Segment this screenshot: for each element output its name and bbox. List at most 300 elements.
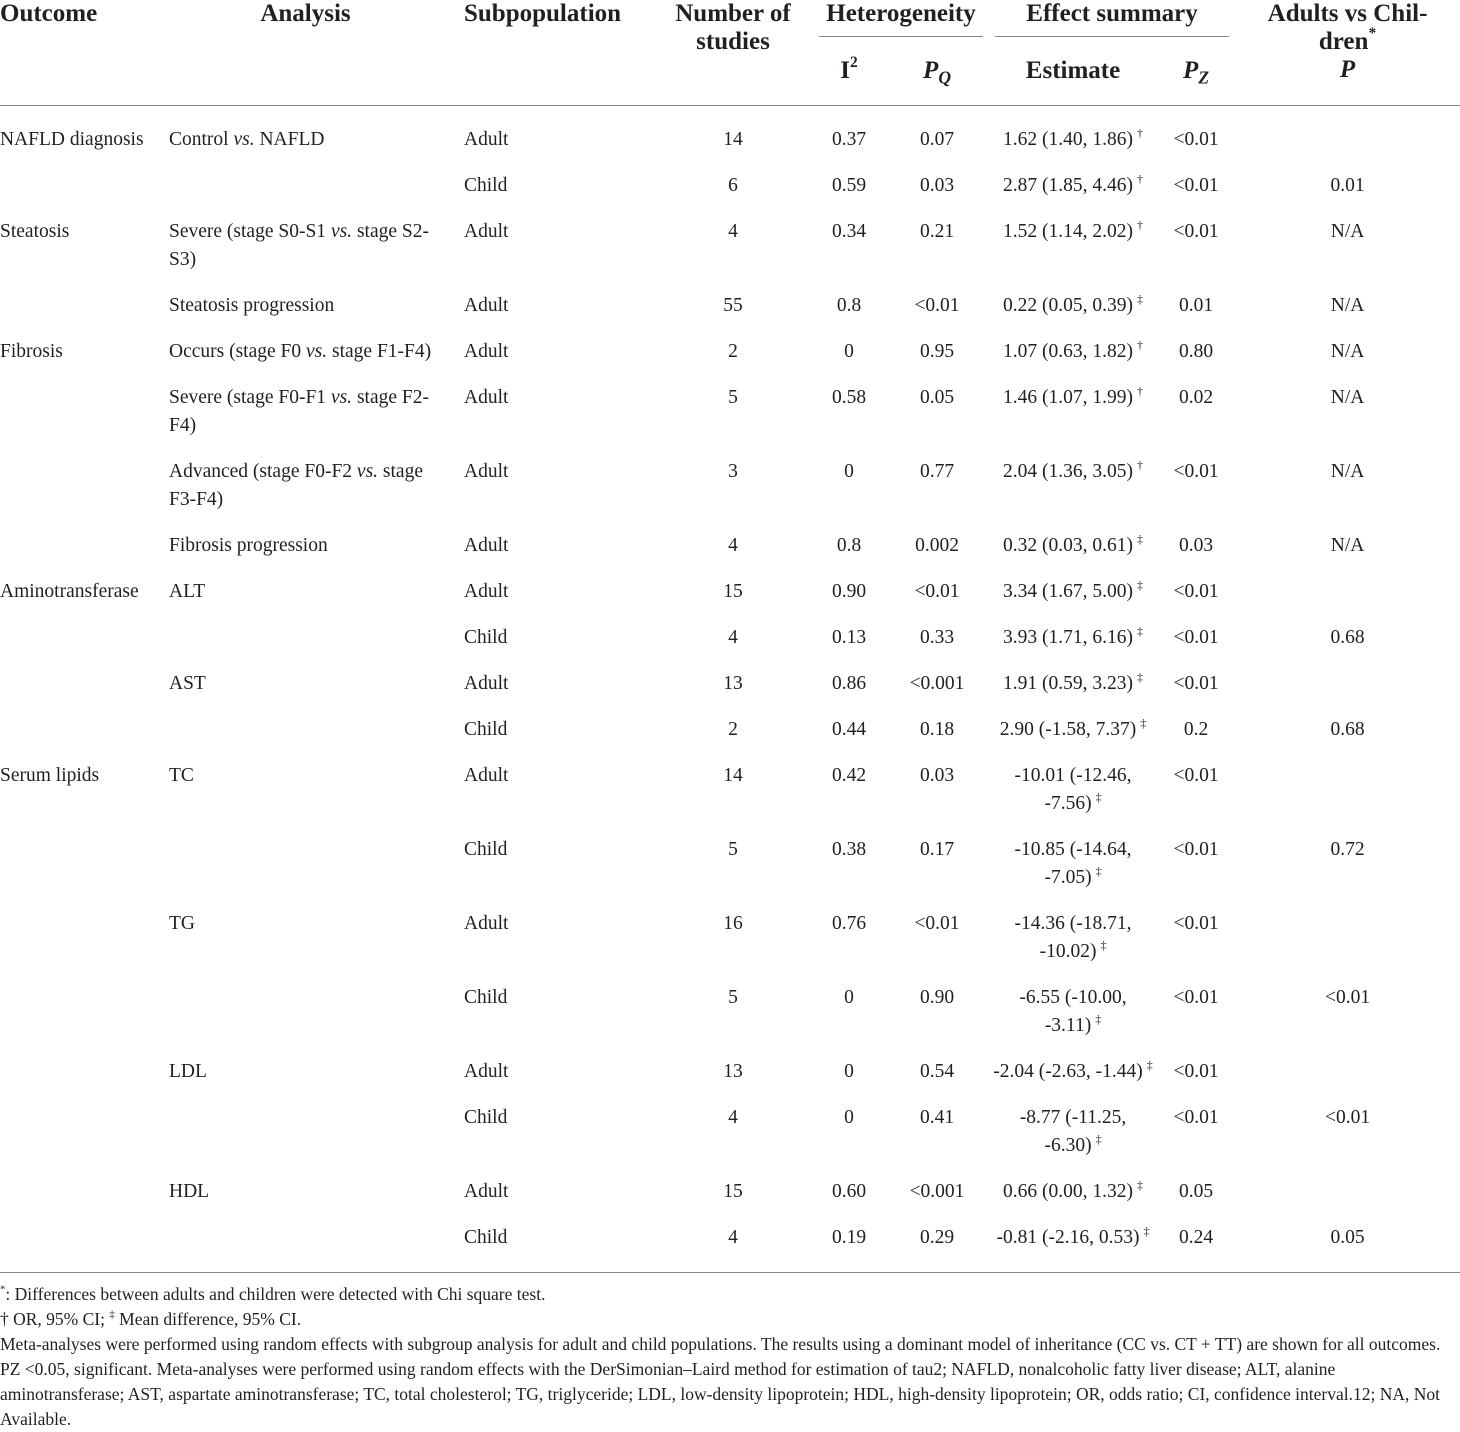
number-of-studies-text: 4 xyxy=(728,627,738,648)
cell-pz xyxy=(1157,698,1235,744)
cell-estimate xyxy=(989,366,1157,440)
cell-estimate xyxy=(989,698,1157,744)
header-pq-sub: Q xyxy=(938,67,951,88)
analysis-text: ALT xyxy=(169,581,206,602)
cell-number-of-studies xyxy=(653,560,813,606)
cell-adults-vs-children-p xyxy=(1235,966,1460,1040)
pq-text: 0.90 xyxy=(919,987,955,1008)
estimate-text: 1.46 (1.07, 1.99) xyxy=(1003,387,1134,408)
analysis-text: Control xyxy=(169,129,234,150)
pq-text: 0.54 xyxy=(919,1061,955,1082)
cell-outcome xyxy=(0,560,163,606)
analysis-text: Severe (stage S0-S1 xyxy=(169,221,331,242)
estimate-mark: ‡ xyxy=(1100,937,1107,952)
estimate-text: 0.66 (0.00, 1.32) xyxy=(1003,1181,1134,1202)
cell-subpopulation xyxy=(448,652,653,698)
cell-analysis xyxy=(163,1160,448,1206)
cell-subpopulation xyxy=(448,698,653,744)
header-pz-base: P xyxy=(1183,57,1199,84)
analysis-text: Occurs (stage F0 xyxy=(169,341,307,362)
cell-subpopulation xyxy=(448,514,653,560)
adults-vs-children-p-text: 0.68 xyxy=(1330,719,1365,740)
header-i2-base: I xyxy=(840,57,850,84)
adults-vs-children-p-text: N/A xyxy=(1330,295,1365,316)
cell-pz xyxy=(1157,560,1235,606)
cell-number-of-studies xyxy=(653,606,813,652)
estimate-mark: † xyxy=(1137,125,1144,140)
cell-estimate xyxy=(989,652,1157,698)
cell-pq xyxy=(885,1206,989,1252)
estimate-mark: ‡ xyxy=(1095,1011,1102,1026)
cell-pq xyxy=(885,366,989,440)
cell-adults-vs-children-p xyxy=(1235,366,1460,440)
cell-number-of-studies xyxy=(653,1206,813,1252)
cell-outcome xyxy=(0,440,163,514)
cell-i2 xyxy=(813,1160,885,1206)
pz-text: <0.01 xyxy=(1173,913,1219,934)
number-of-studies-text: 6 xyxy=(728,175,738,196)
i2-text: 0 xyxy=(844,461,854,482)
number-of-studies-text: 5 xyxy=(728,387,738,408)
cell-analysis xyxy=(163,892,448,966)
i2-text: 0.38 xyxy=(831,839,867,860)
cell-pq xyxy=(885,818,989,892)
cell-outcome xyxy=(0,1086,163,1160)
i2-text: 0 xyxy=(844,987,854,1008)
cell-adults-vs-children-p xyxy=(1235,698,1460,744)
pz-text: <0.01 xyxy=(1173,627,1219,648)
cell-pz xyxy=(1157,154,1235,200)
cell-number-of-studies xyxy=(653,1040,813,1086)
cell-pz xyxy=(1157,440,1235,514)
cell-pq xyxy=(885,154,989,200)
cell-i2 xyxy=(813,366,885,440)
cell-pq xyxy=(885,320,989,366)
header-adults-vs-children-line1: Adults vs Chil- xyxy=(1267,0,1428,27)
header-i2-sup: 2 xyxy=(849,54,858,72)
cell-outcome xyxy=(0,1160,163,1206)
adults-vs-children-p-text: N/A xyxy=(1330,387,1365,408)
subpopulation-text: Adult xyxy=(464,1181,509,1202)
cell-estimate xyxy=(989,560,1157,606)
pq-text: 0.41 xyxy=(919,1107,955,1128)
number-of-studies-text: 3 xyxy=(728,461,738,482)
i2-text: 0.34 xyxy=(831,221,867,242)
i2-text: 0.8 xyxy=(836,535,862,556)
table-row xyxy=(0,274,1460,320)
header-subpopulation-text: Subpopulation xyxy=(464,0,622,27)
estimate-mark: ‡ xyxy=(1137,531,1144,546)
pq-text: 0.29 xyxy=(919,1227,955,1248)
cell-subpopulation xyxy=(448,106,653,155)
pq-text: <0.01 xyxy=(914,913,960,934)
header-number-of-studies-line2: studies xyxy=(696,28,770,55)
adults-vs-children-p-text: <0.01 xyxy=(1324,987,1371,1008)
cell-adults-vs-children-p xyxy=(1235,560,1460,606)
pq-text: 0.33 xyxy=(919,627,955,648)
cell-subpopulation xyxy=(448,1160,653,1206)
number-of-studies-text: 55 xyxy=(723,295,743,316)
pq-text: <0.001 xyxy=(909,673,965,694)
header-estimate-text: Estimate xyxy=(1025,57,1121,84)
estimate-mark: ‡ xyxy=(1137,1177,1144,1192)
footnote-star-text: : Differences between adults and children were detected with Chi square test. xyxy=(5,1284,546,1304)
cell-adults-vs-children-p xyxy=(1235,818,1460,892)
cell-estimate xyxy=(989,744,1157,818)
table-row xyxy=(0,560,1460,606)
cell-pz xyxy=(1157,200,1235,274)
adults-vs-children-p-text: 0.68 xyxy=(1330,627,1365,648)
cell-analysis xyxy=(163,1040,448,1086)
analysis-text-tail: stage F1-F4) xyxy=(327,341,432,362)
cell-outcome xyxy=(0,818,163,892)
estimate-text: 2.90 (-1.58, 7.37) xyxy=(999,719,1137,740)
cell-pz xyxy=(1157,274,1235,320)
cell-number-of-studies xyxy=(653,966,813,1040)
cell-estimate xyxy=(989,818,1157,892)
cell-subpopulation xyxy=(448,1086,653,1160)
cell-pq xyxy=(885,200,989,274)
subpopulation-text: Adult xyxy=(464,387,509,408)
subpopulation-text: Child xyxy=(464,1227,508,1248)
analysis-text: Severe (stage F0-F1 xyxy=(169,387,331,408)
table-row xyxy=(0,320,1460,366)
cell-outcome xyxy=(0,652,163,698)
cell-adults-vs-children-p xyxy=(1235,1040,1460,1086)
i2-text: 0 xyxy=(844,1061,854,1082)
i2-text: 0.44 xyxy=(831,719,867,740)
estimate-text: 0.22 (0.05, 0.39) xyxy=(1003,295,1134,316)
cell-analysis xyxy=(163,514,448,560)
subpopulation-text: Child xyxy=(464,175,508,196)
analysis-text: TG xyxy=(169,913,195,934)
pz-text: <0.01 xyxy=(1173,673,1219,694)
subpopulation-text: Child xyxy=(464,719,508,740)
estimate-text: -14.36 (-18.71, -10.02) xyxy=(1014,913,1132,962)
subpopulation-text: Adult xyxy=(464,295,509,316)
table-row xyxy=(0,440,1460,514)
cell-pq xyxy=(885,606,989,652)
cell-outcome xyxy=(0,1206,163,1252)
cell-estimate xyxy=(989,892,1157,966)
cell-outcome xyxy=(0,698,163,744)
number-of-studies-text: 13 xyxy=(723,673,743,694)
cell-pq xyxy=(885,966,989,1040)
subpopulation-text: Child xyxy=(464,1107,508,1128)
cell-pz xyxy=(1157,1160,1235,1206)
subpopulation-text: Child xyxy=(464,987,508,1008)
pq-text: <0.001 xyxy=(909,1181,965,1202)
header-estimate xyxy=(989,47,1157,105)
header-pz-sub: Z xyxy=(1198,67,1210,88)
cell-subpopulation xyxy=(448,966,653,1040)
adults-vs-children-p-text: N/A xyxy=(1330,461,1365,482)
cell-analysis xyxy=(163,1086,448,1160)
footnote-ddagger-text: Mean difference, 95% CI. xyxy=(114,1309,302,1329)
estimate-text: 3.93 (1.71, 6.16) xyxy=(1003,627,1134,648)
pz-text: <0.01 xyxy=(1173,221,1219,242)
pz-text: <0.01 xyxy=(1173,175,1219,196)
header-heterogeneity-text: Heterogeneity xyxy=(826,0,976,27)
table-row xyxy=(0,606,1460,652)
i2-text: 0.58 xyxy=(831,387,867,408)
cell-outcome xyxy=(0,366,163,440)
cell-number-of-studies xyxy=(653,320,813,366)
table-header xyxy=(0,0,1460,106)
cell-i2 xyxy=(813,1040,885,1086)
cell-pz xyxy=(1157,818,1235,892)
header-adults-vs-children-mark: * xyxy=(1368,25,1377,43)
pz-text: <0.01 xyxy=(1173,987,1219,1008)
cell-pq xyxy=(885,274,989,320)
cell-subpopulation xyxy=(448,560,653,606)
heterogeneity-rule xyxy=(819,36,983,37)
pz-text: 0.2 xyxy=(1183,719,1209,740)
cell-subpopulation xyxy=(448,744,653,818)
analysis-vs-text: vs. xyxy=(233,129,255,150)
subpopulation-text: Child xyxy=(464,839,508,860)
table-row xyxy=(0,818,1460,892)
cell-adults-vs-children-p xyxy=(1235,652,1460,698)
cell-outcome xyxy=(0,744,163,818)
cell-estimate xyxy=(989,440,1157,514)
adults-vs-children-p-text: N/A xyxy=(1330,221,1365,242)
cell-analysis xyxy=(163,274,448,320)
estimate-text: 3.34 (1.67, 5.00) xyxy=(1003,581,1134,602)
pz-text: 0.05 xyxy=(1178,1181,1214,1202)
analysis-text: TC xyxy=(169,765,194,786)
estimate-mark: † xyxy=(1137,171,1144,186)
header-effect-summary xyxy=(989,0,1235,47)
cell-i2 xyxy=(813,106,885,155)
header-outcome xyxy=(0,0,163,105)
cell-pq xyxy=(885,514,989,560)
cell-outcome xyxy=(0,274,163,320)
cell-analysis xyxy=(163,200,448,274)
cell-pz xyxy=(1157,892,1235,966)
table-footnotes xyxy=(0,1282,1460,1432)
cell-pz xyxy=(1157,366,1235,440)
cell-adults-vs-children-p xyxy=(1235,606,1460,652)
table-row xyxy=(0,200,1460,274)
pq-text: 0.18 xyxy=(919,719,955,740)
pz-text: <0.01 xyxy=(1173,129,1219,150)
cell-number-of-studies xyxy=(653,698,813,744)
cell-number-of-studies xyxy=(653,106,813,155)
estimate-text: -8.77 (-11.25, -6.30) xyxy=(1019,1107,1127,1156)
header-outcome-text: Outcome xyxy=(0,0,98,27)
cell-i2 xyxy=(813,154,885,200)
subpopulation-text: Adult xyxy=(464,461,509,482)
cell-pq xyxy=(885,106,989,155)
table-row xyxy=(0,1206,1460,1252)
cell-adults-vs-children-p xyxy=(1235,1086,1460,1160)
estimate-mark: ‡ xyxy=(1137,669,1144,684)
number-of-studies-text: 13 xyxy=(723,1061,743,1082)
cell-pz xyxy=(1157,1086,1235,1160)
table-row xyxy=(0,1086,1460,1160)
cell-subpopulation xyxy=(448,200,653,274)
estimate-text: -6.55 (-10.00, -3.11) xyxy=(1019,987,1127,1036)
adults-vs-children-p-text: 0.05 xyxy=(1330,1227,1365,1248)
cell-adults-vs-children-p xyxy=(1235,274,1460,320)
cell-adults-vs-children-p xyxy=(1235,1206,1460,1252)
cell-estimate xyxy=(989,1206,1157,1252)
estimate-text: -0.81 (-2.16, 0.53) xyxy=(996,1227,1140,1248)
number-of-studies-text: 5 xyxy=(728,839,738,860)
pz-text: <0.01 xyxy=(1173,839,1219,860)
pz-text: <0.01 xyxy=(1173,1107,1219,1128)
pq-text: 0.95 xyxy=(919,341,955,362)
cell-number-of-studies xyxy=(653,652,813,698)
header-pz xyxy=(1157,47,1235,105)
cell-subpopulation xyxy=(448,154,653,200)
cell-outcome xyxy=(0,514,163,560)
cell-number-of-studies xyxy=(653,366,813,440)
cell-analysis xyxy=(163,106,448,155)
number-of-studies-text: 4 xyxy=(728,1107,738,1128)
cell-estimate xyxy=(989,514,1157,560)
footnote-marks xyxy=(0,1307,1460,1332)
cell-subpopulation xyxy=(448,440,653,514)
header-i2 xyxy=(813,47,885,105)
number-of-studies-text: 15 xyxy=(723,1181,743,1202)
analysis-text-tail: stage S2-S3) xyxy=(169,221,429,270)
i2-text: 0.8 xyxy=(836,295,862,316)
number-of-studies-text: 15 xyxy=(723,581,743,602)
cell-analysis xyxy=(163,966,448,1040)
pz-text: <0.01 xyxy=(1173,461,1219,482)
header-effect-summary-text: Effect summary xyxy=(1026,0,1198,27)
header-heterogeneity xyxy=(813,0,989,47)
cell-number-of-studies xyxy=(653,440,813,514)
cell-pz xyxy=(1157,106,1235,155)
cell-analysis xyxy=(163,440,448,514)
pq-text: 0.77 xyxy=(919,461,955,482)
cell-analysis xyxy=(163,606,448,652)
cell-number-of-studies xyxy=(653,1160,813,1206)
analysis-text: AST xyxy=(169,673,206,694)
subpopulation-text: Adult xyxy=(464,765,509,786)
cell-i2 xyxy=(813,320,885,366)
pq-text: 0.07 xyxy=(919,129,955,150)
cell-number-of-studies xyxy=(653,154,813,200)
analysis-text: HDL xyxy=(169,1181,210,1202)
cell-pq xyxy=(885,1160,989,1206)
pz-text: 0.03 xyxy=(1178,535,1214,556)
cell-pq xyxy=(885,698,989,744)
header-number-of-studies xyxy=(653,0,813,105)
i2-text: 0.42 xyxy=(831,765,867,786)
cell-estimate xyxy=(989,1040,1157,1086)
adults-vs-children-p-text: 0.72 xyxy=(1330,839,1365,860)
number-of-studies-text: 16 xyxy=(723,913,743,934)
table-row xyxy=(0,892,1460,966)
pq-text: 0.05 xyxy=(919,387,955,408)
number-of-studies-text: 14 xyxy=(723,765,743,786)
subpopulation-text: Adult xyxy=(464,673,509,694)
cell-analysis xyxy=(163,560,448,606)
cell-adults-vs-children-p xyxy=(1235,514,1460,560)
cell-outcome xyxy=(0,892,163,966)
i2-text: 0.19 xyxy=(831,1227,867,1248)
estimate-text: 1.62 (1.40, 1.86) xyxy=(1003,129,1134,150)
i2-text: 0.76 xyxy=(831,913,867,934)
estimate-text: 1.91 (0.59, 3.23) xyxy=(1003,673,1134,694)
header-p: P xyxy=(1339,56,1356,83)
header-adults-vs-children xyxy=(1235,0,1460,105)
cell-number-of-studies xyxy=(653,274,813,320)
estimate-mark: ‡ xyxy=(1140,715,1147,730)
pq-text: 0.002 xyxy=(915,535,959,556)
cell-i2 xyxy=(813,892,885,966)
footnote-star-mark: * xyxy=(0,1283,6,1296)
pz-text: 0.24 xyxy=(1178,1227,1214,1248)
table-row xyxy=(0,698,1460,744)
cell-analysis xyxy=(163,652,448,698)
cell-estimate xyxy=(989,154,1157,200)
estimate-text: 1.07 (0.63, 1.82) xyxy=(1003,341,1134,362)
i2-text: 0.13 xyxy=(831,627,867,648)
estimate-text: 2.04 (1.36, 3.05) xyxy=(1003,461,1134,482)
outcome-text: Steatosis xyxy=(0,221,70,242)
cell-adults-vs-children-p xyxy=(1235,106,1460,155)
i2-text: 0.60 xyxy=(831,1181,867,1202)
subpopulation-text: Adult xyxy=(464,221,509,242)
subpopulation-text: Child xyxy=(464,627,508,648)
header-pq-base: P xyxy=(923,57,939,84)
header-analysis-text: Analysis xyxy=(260,0,351,27)
i2-text: 0.86 xyxy=(831,673,867,694)
cell-pz xyxy=(1157,1040,1235,1086)
i2-text: 0.90 xyxy=(831,581,867,602)
cell-pz xyxy=(1157,1206,1235,1252)
cell-i2 xyxy=(813,966,885,1040)
cell-pq xyxy=(885,1086,989,1160)
analysis-text: LDL xyxy=(169,1061,207,1082)
adults-vs-children-p-text: N/A xyxy=(1330,535,1365,556)
subpopulation-text: Adult xyxy=(464,1061,509,1082)
footnote-star xyxy=(0,1282,1460,1307)
cell-pz xyxy=(1157,966,1235,1040)
table-row xyxy=(0,106,1460,155)
cell-number-of-studies xyxy=(653,1086,813,1160)
cell-pq xyxy=(885,560,989,606)
pq-text: <0.01 xyxy=(914,295,960,316)
cell-i2 xyxy=(813,200,885,274)
number-of-studies-text: 4 xyxy=(728,1227,738,1248)
estimate-text: -10.85 (-14.64, -7.05) xyxy=(1014,839,1132,888)
analysis-text: Fibrosis progression xyxy=(169,535,328,556)
cell-pq xyxy=(885,1040,989,1086)
cell-pz xyxy=(1157,320,1235,366)
table-body xyxy=(0,106,1460,1253)
cell-subpopulation xyxy=(448,892,653,966)
estimate-mark: ‡ xyxy=(1137,291,1144,306)
i2-text: 0 xyxy=(844,341,854,362)
analysis-text-tail: NAFLD xyxy=(254,129,325,150)
analysis-vs-text: vs. xyxy=(330,221,353,242)
table-row xyxy=(0,366,1460,440)
pq-text: <0.01 xyxy=(914,581,960,602)
header-number-of-studies-line1: Number of xyxy=(675,0,791,27)
cell-i2 xyxy=(813,652,885,698)
estimate-text: -10.01 (-12.46, -7.56) xyxy=(1014,765,1132,814)
cell-outcome xyxy=(0,606,163,652)
cell-adults-vs-children-p xyxy=(1235,1160,1460,1206)
subpopulation-text: Adult xyxy=(464,129,509,150)
effect-summary-rule xyxy=(995,36,1229,37)
